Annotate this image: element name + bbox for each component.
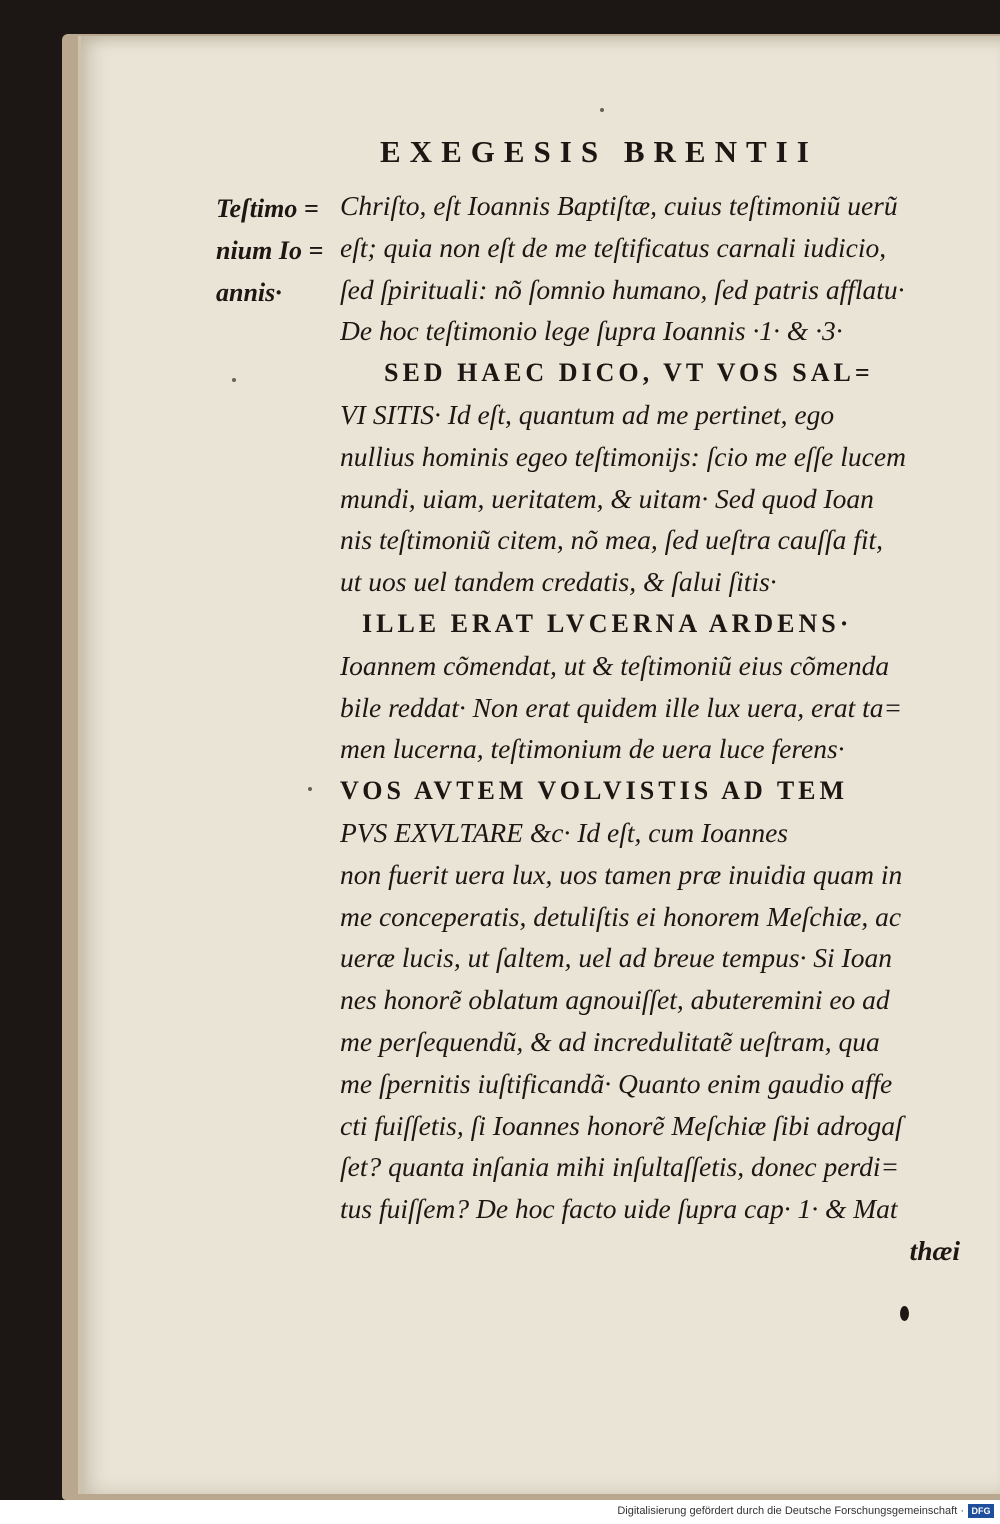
text-line: ut uos uel tandem credatis, & ſalui ſitis· <box>340 566 777 598</box>
paper-speck <box>308 787 312 791</box>
margin-note-line: nium Io = <box>216 236 324 265</box>
margin-note-line: Teſtimo = <box>216 194 319 223</box>
text-line: cti fuiſſetis, ſi Ioannes honorẽ Meſchiæ ſibi adrogaſ <box>340 1109 903 1141</box>
text-line: Chriſto, eſt Ioannis Baptiſtæ, cuius teſtimoniũ uerũ <box>340 190 898 221</box>
ink-mark <box>900 1306 909 1321</box>
margin-note <box>216 188 323 314</box>
body-text <box>340 185 960 1272</box>
paper-speck <box>232 378 236 382</box>
text-line: tus fuiſſem? De hoc facto uide ſupra cap· 1· & Mat <box>340 1193 898 1225</box>
text-line: ueræ lucis, ut ſaltem, uel ad breue tempus· Si Ioan <box>340 942 892 974</box>
dfg-logo: DFG <box>968 1504 994 1518</box>
text-line: bile reddat· Non erat quidem ille lux uera, erat ta= <box>340 691 903 723</box>
running-head: EXEGESIS BRENTII <box>380 134 818 169</box>
text-line: nis teſtimoniũ citem, nõ mea, ſed ueſtra cauſſa fit, <box>340 524 884 556</box>
text-line: me perſequendũ, & ad incredulitatẽ ueſtram, qua <box>340 1025 880 1057</box>
text-line: Ioannem cõmendat, ut & teſtimoniũ eius cõmenda <box>340 649 890 681</box>
lemma-line: VOS AVTEM VOLVISTIS AD TEM <box>340 776 849 806</box>
text-line: me conceperatis, detuliſtis ei honorem Meſchiæ, ac <box>340 900 902 932</box>
text-line: eſt; quia non eſt de me teſtificatus carnali iudicio, <box>340 231 887 263</box>
text-line: nes honorẽ oblatum agnouiſſet, abuteremini eo ad <box>340 984 890 1016</box>
text-line: mundi, uiam, ueritatem, & uitam· Sed quod Ioan <box>340 482 874 514</box>
funding-credit: Digitalisierung gefördert durch die Deutsche Forschungsgemeinschaft · <box>617 1505 964 1517</box>
text-line: ſet? quanta inſania mihi inſultaſſetis, donec perdi= <box>340 1151 900 1183</box>
catchword: thæi <box>909 1234 960 1266</box>
lemma-line: ILLE ERAT LVCERNA ARDENS· <box>362 608 853 638</box>
margin-note-line: annis· <box>216 278 282 307</box>
text-line: ſed ſpirituali: nõ ſomnio humano, ſed patris afflatu· <box>340 273 905 305</box>
text-line: nullius hominis egeo teſtimonijs: ſcio me eſſe lucem <box>340 440 906 472</box>
text-line: De hoc teſtimonio lege ſupra Ioannis ·1· & ·3· <box>340 315 843 347</box>
lemma-line: SED HAEC DICO, VT VOS SAL= <box>384 358 874 388</box>
footer-bar <box>0 1500 1000 1524</box>
paper-speck <box>600 108 604 112</box>
text-line: non fuerit uera lux, uos tamen præ inuidia quam in <box>340 858 903 890</box>
text-line: VI SITIS· Id eſt, quantum ad me pertinet, ego <box>340 398 835 430</box>
text-line: me ſpernitis iuſtificandã· Quanto enim gaudio affe <box>340 1067 893 1099</box>
text-line: men lucerna, teſtimonium de uera luce ferens· <box>340 733 845 765</box>
text-line: PVS EXVLTARE &c· Id eſt, cum Ioannes <box>340 816 789 848</box>
